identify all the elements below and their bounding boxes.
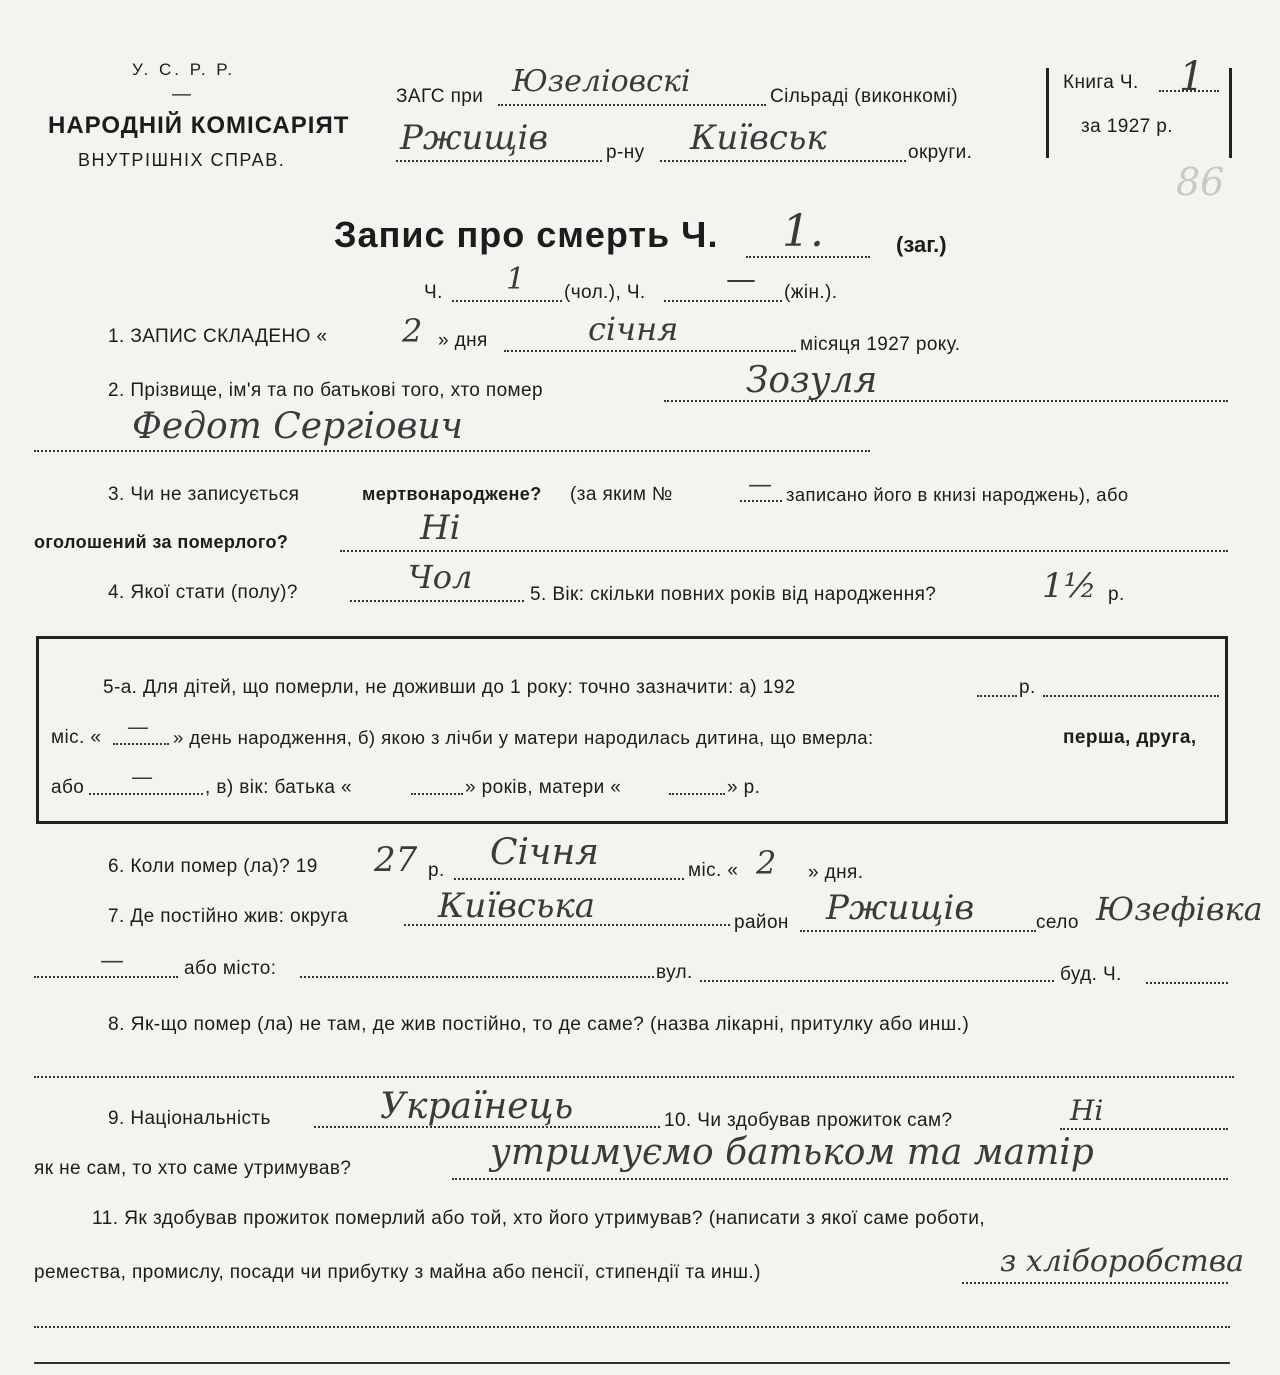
q9-answer-handwritten: Українець — [380, 1086, 574, 1127]
sub-line1 — [452, 300, 562, 302]
zags-village-handwritten: Юзеліовскі — [512, 64, 691, 99]
q1-text-b: » дня — [438, 330, 488, 351]
sub-handwritten1: 1 — [506, 262, 526, 297]
zags-suffix: Сільраді (виконкомі) — [770, 86, 958, 107]
q10-text-b: як не сам, то хто саме утримував? — [34, 1158, 352, 1179]
q1-text-c: місяця 1927 року. — [800, 334, 961, 355]
q11-answer-handwritten: з хліборобства — [1000, 1244, 1245, 1279]
q5a-line1: 5-а. Для дітей, що померли, не доживши до 1 року: точно зазначити: а) 192 — [103, 677, 796, 698]
q7-text-a: 7. Де постійно жив: округа — [108, 906, 349, 927]
okrug-label: округи. — [908, 142, 973, 163]
q7-text-f: буд. Ч. — [1060, 964, 1122, 985]
q4-answer-line — [350, 600, 524, 602]
q7-rayon-handwritten: Ржищів — [826, 888, 975, 928]
q5a-month-line — [113, 743, 169, 745]
zags-prefix: ЗАГС при — [396, 86, 484, 107]
margin-note: 86 — [1176, 160, 1225, 204]
q5-unit: р. — [1108, 584, 1125, 605]
q4-answer-handwritten: Чол — [408, 558, 473, 596]
q3-num-handwritten: — — [748, 470, 772, 498]
q7-text-b: район — [734, 912, 789, 933]
book-year: за 1927 р. — [1081, 116, 1173, 137]
district-label: р-ну — [606, 142, 645, 163]
q3-num-line — [740, 500, 782, 502]
q7-selo-handwritten: Юзефівка — [1096, 890, 1263, 928]
q5a-line3-a: або — [51, 777, 85, 798]
q5a-line3-b: , в) вік: батька « — [205, 777, 352, 798]
q11-line1: 11. Як здобував прожиток померлий або той, хто його утримував? (написати з якої саме роботи, — [92, 1208, 986, 1229]
book-box — [1046, 54, 1232, 158]
q2-text: 2. Прізвище, ім'я та по батькові того, хто помер — [108, 380, 543, 401]
q7-house-line — [1146, 982, 1228, 984]
q7-okrug-handwritten: Київська — [438, 886, 596, 926]
q7-line2-a — [34, 976, 178, 978]
q7-street-line — [700, 980, 1054, 982]
q5a-father-line — [411, 793, 463, 795]
q6-month-handwritten: Січня — [490, 832, 600, 873]
q10-keeper-handwritten: утримуємо батьком та матір — [490, 1132, 1094, 1173]
q7-text-e: вул. — [656, 962, 693, 983]
q5a-order-line — [89, 793, 203, 795]
q5a-line2-handwritten: — — [127, 715, 149, 740]
q1-text-a: 1. ЗАПИС СКЛАДЕНО « — [108, 326, 328, 347]
q7-text-c: село — [1036, 912, 1079, 933]
commissariat-dept: ВНУТРІШНІХ СПРАВ. — [78, 150, 286, 170]
q5a-line2-b: » день народження, б) якою з лічби у матери народилась дитина, що вмерла: — [173, 727, 874, 748]
q3-bold-b: оголошений за померлого? — [34, 532, 289, 552]
q11-line3 — [34, 1326, 1230, 1328]
q5-age-handwritten: 1½ — [1042, 566, 1097, 606]
sub-mid: (чол.), Ч. — [564, 282, 646, 303]
q10-answer-handwritten: Ні — [1070, 1094, 1104, 1127]
q5a-year-line — [977, 695, 1017, 697]
bottom-rule — [34, 1362, 1230, 1364]
q6-text-d: » дня. — [808, 862, 864, 883]
q6-text-a: 6. Коли помер (ла)? 19 — [108, 856, 318, 877]
record-suffix: (заг.) — [896, 232, 947, 257]
q8-text: 8. Як-що помер (ла) не там, де жив постійно, то де саме? (назва лікарні, притулку або инш.) — [108, 1014, 970, 1035]
okrug-handwritten: Київськ — [690, 118, 827, 158]
q5a-line2-bold: перша, друга, — [1063, 727, 1197, 748]
q10-text: 10. Чи здобував прожиток сам? — [664, 1110, 953, 1131]
q6-day-handwritten: 2 — [756, 844, 777, 882]
q5a-line3-handwritten: — — [131, 765, 153, 790]
q5a-line1-end: р. — [1019, 677, 1036, 698]
q1-month-line — [504, 350, 796, 352]
q5a-mother-line — [669, 793, 725, 795]
q11-answer-line — [962, 1282, 1228, 1284]
sub-handwritten2: — — [726, 262, 756, 297]
q8-answer-line — [34, 1076, 1234, 1078]
q2-name-handwritten: Федот Сергіович — [132, 406, 464, 447]
q9-text: 9. Національність — [108, 1108, 271, 1129]
q1-day-handwritten: 2 — [402, 312, 423, 350]
q7-text-d: або місто: — [184, 958, 277, 979]
record-number-handwritten: 1. — [782, 206, 824, 257]
book-number-handwritten: 1 — [1179, 54, 1205, 100]
book-label: Книга Ч. — [1063, 72, 1139, 93]
header-dash: — — [172, 84, 192, 105]
q3-text-a: 3. Чи не записується — [108, 484, 300, 505]
ussr-label: У. С. Р. Р. — [132, 60, 236, 79]
commissariat-title: НАРОДНІЙ КОМІСАРІЯТ — [48, 112, 350, 139]
q10-answer-line — [1060, 1128, 1228, 1130]
q5-text: 5. Вік: скільки повних років від народження? — [530, 584, 937, 605]
q3-answer-line — [340, 550, 1228, 552]
q7-rayon-line — [800, 930, 1036, 932]
q10-keeper-line — [452, 1178, 1228, 1180]
q3-answer-handwritten: Ні — [420, 508, 461, 548]
sub-end: (жін.). — [784, 282, 838, 303]
q5a-line1-tail — [1043, 695, 1219, 697]
q6-text-b: р. — [428, 860, 445, 881]
q4-text: 4. Якої стати (полу)? — [108, 582, 298, 603]
q7-dash-handwritten: — — [100, 946, 124, 974]
zags-village-line — [498, 104, 766, 106]
q11-line2: ремества, промислу, посади чи прибутку з майна або пенсії, стипендії та инш.) — [34, 1262, 761, 1283]
q5a-line3-d: » р. — [727, 777, 761, 798]
q3-bold-a: мертвонароджене? — [362, 484, 542, 504]
record-title: Запис про смерть Ч. — [334, 214, 719, 255]
q7-city-line — [300, 976, 654, 978]
q2-line2 — [34, 450, 870, 452]
district-handwritten: Ржищів — [400, 118, 549, 158]
q1-month-handwritten: січня — [588, 310, 679, 348]
district-line — [396, 160, 602, 162]
okrug-line — [660, 160, 906, 162]
q5a-line2-a: міс. « — [51, 727, 102, 748]
q6-text-c: міс. « — [688, 860, 739, 881]
q2-surname-handwritten: Зозуля — [746, 360, 878, 401]
q6-month-line — [454, 878, 684, 880]
q6-year-handwritten: 27 — [374, 840, 418, 880]
sub-line2 — [664, 300, 782, 302]
q3-text-b: (за яким № — [570, 484, 673, 505]
q3-text-c: записано його в книзі народжень), або — [786, 484, 1129, 505]
sub-ch1: Ч. — [424, 282, 443, 303]
q5a-line3-c: » років, матери « — [465, 777, 622, 798]
infant-box — [36, 636, 1228, 824]
